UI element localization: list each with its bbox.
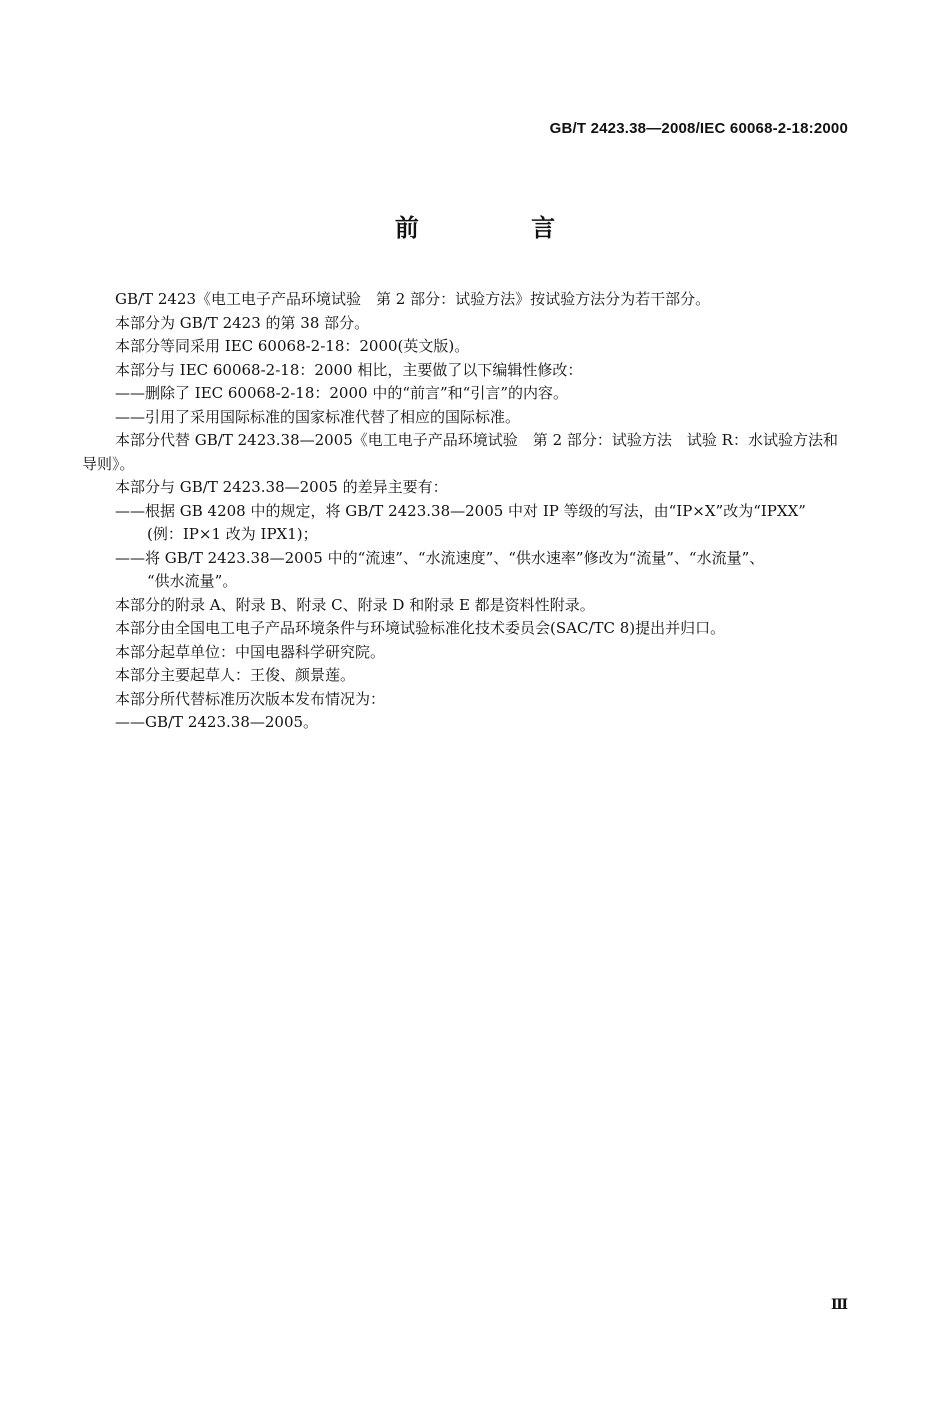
paragraph: 本部分由全国电工电子产品环境条件与环境试验标准化技术委员会(SAC/TC 8)提出并归口。 <box>115 619 726 637</box>
paragraph: 本部分与 IEC 60068-2-18：2000 相比，主要做了以下编辑性修改： <box>115 360 583 379</box>
paragraph: 本部分起草单位：中国电器科学研究院。 <box>115 642 386 661</box>
foreword-body <box>82 288 852 735</box>
list-item-continuation: (例：IP×1 改为 IPX1)； <box>147 525 318 543</box>
list-item: ——根据 GB 4208 中的规定，将 GB/T 2423.38—2005 中对 IP 等级的写法，由“IP×X”改为“IPXX” <box>115 501 806 520</box>
paragraph: 本部分与 GB/T 2423.38—2005 的差异主要有： <box>115 478 448 496</box>
paragraph: 本部分所代替标准历次版本发布情况为： <box>115 689 386 708</box>
list-item: ——将 GB/T 2423.38—2005 中的“流速”、“水流速度”、“供水速率”修改为“流量”、“水流量”、 <box>115 548 765 567</box>
paragraph: GB/T 2423《电工电子产品环境试验 第 2 部分：试验方法》按试验方法分为若干部分。 <box>115 290 711 308</box>
paragraph: 本部分为 GB/T 2423 的第 38 部分。 <box>115 313 370 332</box>
page-title: 前 言 <box>394 214 608 242</box>
page-number: Ⅲ <box>830 1297 848 1313</box>
list-item: ——GB/T 2423.38—2005。 <box>115 713 319 731</box>
list-item-continuation: “供水流量”。 <box>147 572 238 590</box>
list-item: ——引用了采用国际标准的国家标准代替了相应的国际标准。 <box>115 407 521 426</box>
standard-code: GB/T 2423.38—2008/IEC 60068-2-18:2000 <box>549 120 848 137</box>
paragraph: 本部分代替 GB/T 2423.38—2005《电工电子产品环境试验 第 2 部分：试验方法 试验 R：水试验方法和导则》。 <box>82 431 838 473</box>
paragraph: 本部分的附录 A、附录 B、附录 C、附录 D 和附录 E 都是资料性附录。 <box>115 595 595 614</box>
paragraph: 本部分主要起草人：王俊、颜景莲。 <box>115 666 356 684</box>
paragraph: 本部分等同采用 IEC 60068-2-18：2000(英文版)。 <box>115 337 470 355</box>
list-item: ——删除了 IEC 60068-2-18：2000 中的“前言”和“引言”的内容。 <box>115 384 568 402</box>
